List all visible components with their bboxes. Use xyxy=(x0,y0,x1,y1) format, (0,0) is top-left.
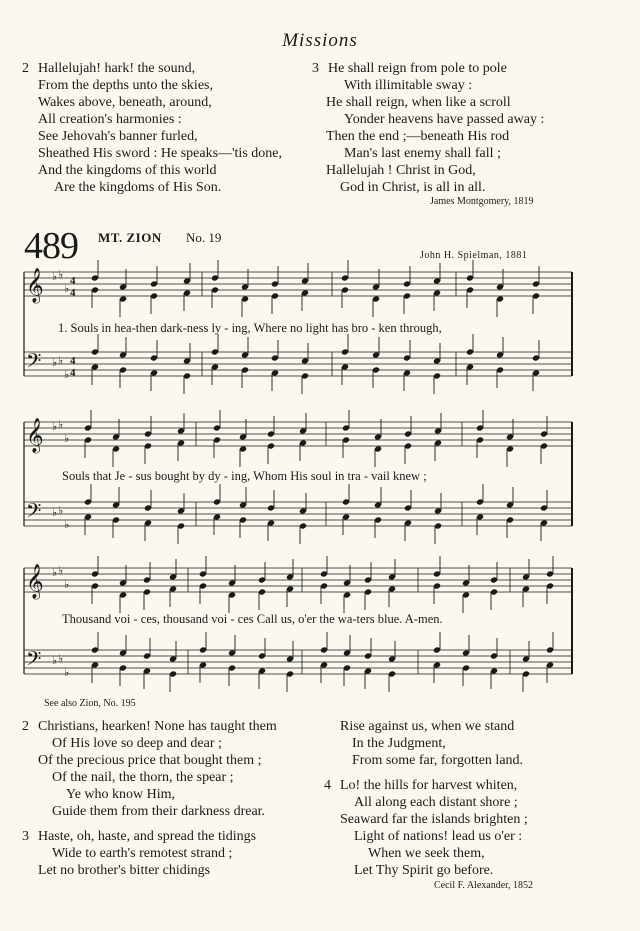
verse-line: See Jehovah's banner furled, xyxy=(38,129,198,144)
svg-text:𝄞: 𝄞 xyxy=(26,418,44,453)
lyric-line-2: Souls that Je - sus bought by dy - ing, Whom His soul in tra - vail knew ; xyxy=(62,469,427,483)
page-title: Missions xyxy=(282,30,358,51)
verse-line: Man's last enemy shall fall ; xyxy=(344,146,501,161)
svg-text:4: 4 xyxy=(70,275,76,287)
lyric-line-1: 1. Souls in hea-then dark-ness ly - ing, Where no light has bro - ken through, xyxy=(58,321,442,335)
verse-line: Of the nail, the thorn, the spear ; xyxy=(52,770,234,785)
stanza-bottom-left xyxy=(22,718,277,879)
lyric-line-3: Thousand voi - ces, thousand voi - ces Call us, o'er the wa-ters blue. A-men. xyxy=(62,612,443,626)
svg-text:♭: ♭ xyxy=(58,505,64,517)
verse-line: Of the precious price that bought them ; xyxy=(38,753,262,768)
svg-text:♭: ♭ xyxy=(64,667,70,679)
verse-line: Lo! the hills for harvest whiten, xyxy=(340,778,518,793)
verse-line: He shall reign, when like a scroll xyxy=(326,95,511,110)
verse-line: God in Christ, is all in all. xyxy=(340,180,486,195)
svg-text:4: 4 xyxy=(70,355,76,367)
verse-line: Hallelujah! hark! the sound, xyxy=(38,61,196,76)
svg-text:4: 4 xyxy=(70,287,76,299)
verse-line: Wakes above, beneath, around, xyxy=(38,95,212,110)
verse-line: He shall reign from pole to pole xyxy=(328,61,507,76)
svg-text:♭: ♭ xyxy=(64,519,70,531)
verse-line: And the kingdoms of this world xyxy=(38,163,217,178)
stanza-number: 2 xyxy=(22,61,29,76)
svg-text:♭: ♭ xyxy=(58,565,64,577)
svg-text:♭: ♭ xyxy=(58,269,64,281)
verse-line: Yonder heavens have passed away : xyxy=(344,112,545,127)
stanza-number: 2 xyxy=(22,719,29,734)
svg-text:𝄢: 𝄢 xyxy=(26,349,42,377)
stanza-number: 3 xyxy=(22,829,29,844)
svg-text:♭: ♭ xyxy=(52,271,58,283)
svg-text:♭: ♭ xyxy=(64,283,70,295)
stanza-bottom-right xyxy=(324,718,528,879)
author-attribution: Cecil F. Alexander, 1852 xyxy=(434,880,534,891)
verse-line: Sheathed His sword : He speaks—'tis done, xyxy=(38,146,282,161)
svg-text:♭: ♭ xyxy=(58,419,64,431)
see-also-note: See also Zion, No. 195 xyxy=(44,698,136,709)
verse-line: Let Thy Spirit go before. xyxy=(354,863,494,878)
verse-line: Hallelujah ! Christ in God, xyxy=(326,163,476,178)
svg-text:𝄢: 𝄢 xyxy=(26,647,42,675)
svg-text:𝄞: 𝄞 xyxy=(26,268,44,303)
author-attribution: James Montgomery, 1819 xyxy=(430,196,534,207)
stanza-number: 3 xyxy=(312,61,319,76)
svg-text:♭: ♭ xyxy=(52,567,58,579)
tune-number: No. 19 xyxy=(186,230,222,245)
verse-line: From some far, forgotten land. xyxy=(352,753,524,768)
svg-text:𝄞: 𝄞 xyxy=(26,564,44,599)
verse-line: Guide them from their darkness drear. xyxy=(52,804,266,819)
verse-line: Haste, oh, haste, and spread the tidings xyxy=(38,829,257,844)
verse-line: Are the kingdoms of His Son. xyxy=(54,180,222,195)
verse-line: Light of nations! lead us o'er : xyxy=(354,829,523,844)
verse-line: All creation's harmonies : xyxy=(38,112,182,127)
verse-line: With illimitable sway : xyxy=(344,78,473,93)
svg-text:♭: ♭ xyxy=(58,653,64,665)
svg-text:4: 4 xyxy=(70,367,76,379)
verse-line: In the Judgment, xyxy=(352,736,446,751)
composer-attribution: John H. Spielman, 1881 xyxy=(420,250,528,261)
verse-line: When we seek them, xyxy=(368,846,485,861)
svg-text:♭: ♭ xyxy=(52,421,58,433)
svg-text:♭: ♭ xyxy=(64,369,70,381)
verse-line: All along each distant shore ; xyxy=(354,795,518,810)
verse-line: Then the end ;—beneath His rod xyxy=(326,129,510,144)
verse-line: Seaward far the islands brighten ; xyxy=(340,812,528,827)
verse-line: Wide to earth's remotest strand ; xyxy=(52,846,233,861)
verse-line: Christians, hearken! None has taught them xyxy=(38,719,277,734)
svg-text:♭: ♭ xyxy=(64,433,70,445)
verse-line: Rise against us, when we stand xyxy=(340,719,515,734)
verse-line: Ye who know Him, xyxy=(66,787,176,802)
tune-name: MT. ZION xyxy=(98,230,162,245)
verse-line: Let no brother's bitter chidings xyxy=(38,863,211,878)
svg-text:♭: ♭ xyxy=(52,507,58,519)
svg-text:♭: ♭ xyxy=(52,655,58,667)
svg-text:♭: ♭ xyxy=(58,355,64,367)
hymn-number: 489 xyxy=(24,225,78,267)
svg-text:♭: ♭ xyxy=(64,579,70,591)
stanza-number: 4 xyxy=(324,778,331,793)
svg-text:♭: ♭ xyxy=(52,357,58,369)
verse-line: From the depths unto the skies, xyxy=(38,78,213,93)
verse-line: Of His love so deep and dear ; xyxy=(52,736,222,751)
svg-text:𝄢: 𝄢 xyxy=(26,499,42,527)
